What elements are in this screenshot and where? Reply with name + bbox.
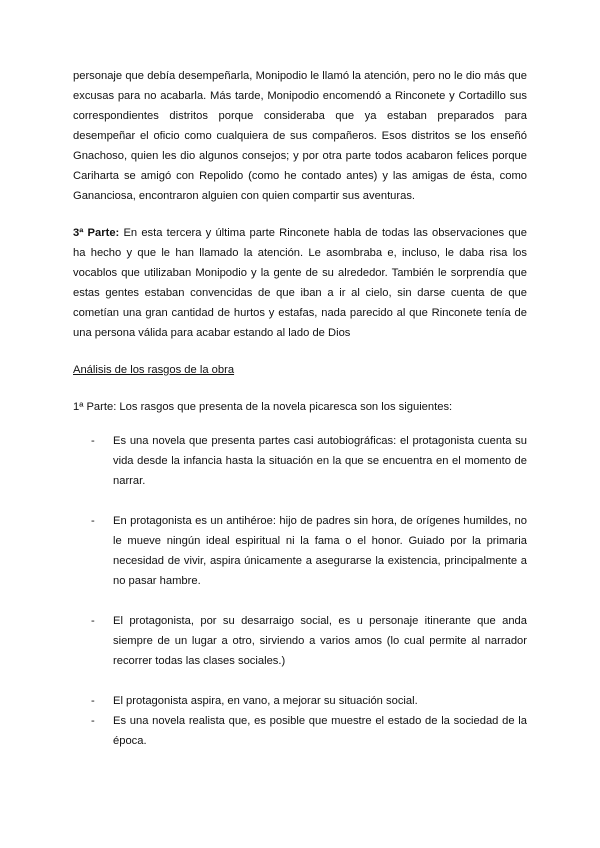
part-3-text: En esta tercera y última parte Rinconete habla de todas las observaciones que ha hecho y que le han llamado la atención. Le asombraba e, incluso, le daba risa los vocablos que utilizaban Monipodio y la gente de su alrededor. También le sorprendía que estas gentes estaban convencidas de que iban a ir al cielo, sin darse cuenta de que cometían una gran cantidad de hurtos y estafas, nada parecido al que Rinconete tenía de una persona válida para acabar estando al lado de Dios [73, 227, 527, 339]
paragraph-intro: personaje que debía desempeñarla, Monipodio le llamó la atención, pero no le dio más que excusas para no acabarla. Más tarde, Monipodio encomendó a Rinconete y Cortadillo sus correspondientes distritos porque consideraba que ya estaban preparados para desempeñar el oficio como cualquiera de sus compañeros. Esos distritos se los enseñó Gnachoso, quien les dio algunos consejos; y por otra parte todos acabaron felices porque Cariharta se amigó con Repolido (como he contado antes) y las amigas de ésta, como Gananciosa, encontraron alguien con quien compartir sus aventuras. [73, 70, 527, 202]
part-3-label: 3ª Parte: [73, 227, 120, 239]
list-item: - En protagonista es un antihéroe: hijo de padres sin hora, de orígenes humildes, no le mueve ningún ideal espiritual ni la fama o el honor. Guiado por la primaria necesidad de vivir, aspira únicamente a asegurarse la existencia, principalmente a no pasar hambre. [73, 511, 527, 591]
list-item: - El protagonista aspira, en vano, a mejorar su situación social. [73, 691, 527, 711]
section-heading: Análisis de los rasgos de la obra [73, 364, 235, 376]
document-page [73, 66, 527, 751]
traits-list [73, 431, 527, 751]
part-1-intro: 1ª Parte: Los rasgos que presenta de la novela picaresca son los siguientes: [73, 401, 453, 413]
list-item: - Es una novela que presenta partes casi autobiográficas: el protagonista cuenta su vida desde la infancia hasta la situación en la que se encuentra en el momento de narrar. [73, 431, 527, 491]
paragraph-part-3 [73, 223, 527, 343]
list-item: - Es una novela realista que, es posible que muestre el estado de la sociedad de la época. [73, 711, 527, 751]
list-item: - El protagonista, por su desarraigo social, es u personaje itinerante que anda siempre de un lugar a otro, sirviendo a varios amos (lo cual permite al narrador recorrer todas las clases sociales.) [73, 611, 527, 671]
